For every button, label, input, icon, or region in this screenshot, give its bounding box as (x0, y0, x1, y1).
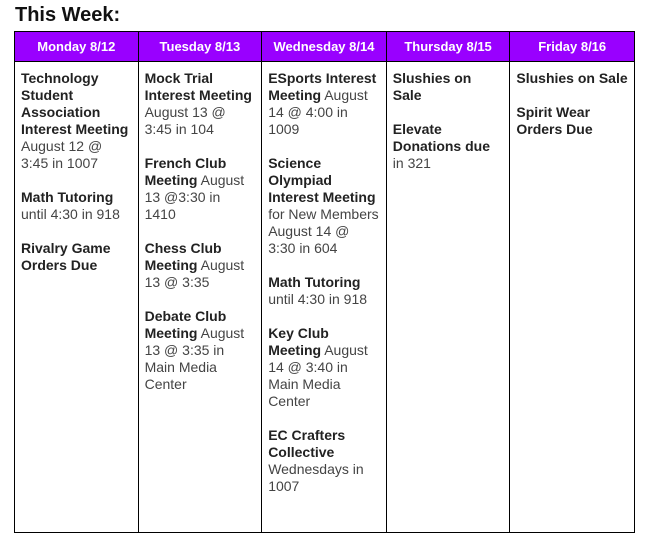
event-entry (145, 308, 256, 393)
day-cell-tuesday (138, 62, 262, 533)
event-detail: August 13 @3:30 in 1410 (144, 172, 245, 222)
event-entry (516, 104, 628, 138)
event-title: ESports Interest Meeting (268, 70, 377, 103)
event-title: Math Tutoring (268, 274, 361, 290)
event-detail: until 4:30 in 918 (268, 291, 368, 307)
event-entry (145, 155, 256, 223)
day-cell-thursday (386, 62, 510, 533)
event-title: Chess Club Meeting (144, 240, 222, 273)
day-header-tuesday: Tuesday 8/13 (138, 32, 262, 62)
event-entry (268, 274, 380, 308)
event-entry (393, 70, 504, 104)
header-row (15, 32, 635, 62)
event-title: Science Olympiad Interest Meeting (268, 155, 376, 205)
day-cell-wednesday (262, 62, 387, 533)
event-entry (21, 189, 132, 223)
event-detail: for New Members August 14 @ 3:30 in 604 (268, 206, 379, 256)
day-header-monday: Monday 8/12 (15, 32, 139, 62)
event-entry (268, 155, 380, 257)
event-entry (21, 240, 132, 274)
weekly-schedule-table (14, 31, 635, 533)
event-entry (393, 121, 504, 172)
page-title: This Week: (15, 4, 121, 26)
day-cell-friday (510, 62, 635, 533)
event-entry (145, 240, 256, 291)
event-entry (268, 427, 380, 495)
event-title: Slushies on Sale (516, 70, 628, 86)
event-detail: August 13 @ 3:45 in 104 (144, 104, 226, 137)
event-detail: August 12 @ 3:45 in 1007 (21, 138, 103, 171)
event-title: Slushies on Sale (392, 70, 472, 103)
event-entry (268, 325, 380, 410)
event-title: Mock Trial Interest Meeting (144, 70, 252, 103)
event-title: Math Tutoring (21, 189, 114, 205)
event-detail: Wednesdays in 1007 (268, 461, 364, 494)
day-cell-monday (15, 62, 139, 533)
day-header-friday: Friday 8/16 (510, 32, 635, 62)
event-title: Elevate Donations due (392, 121, 491, 154)
events-row (15, 62, 635, 533)
event-detail: August 14 @ 4:00 in 1009 (268, 87, 368, 137)
event-detail: until 4:30 in 918 (21, 206, 120, 222)
day-header-thursday: Thursday 8/15 (386, 32, 510, 62)
event-entry (145, 70, 256, 138)
event-title: Spirit Wear Orders Due (516, 104, 593, 137)
event-entry (516, 70, 628, 87)
event-detail: August 13 @ 3:35 (144, 257, 245, 290)
event-title: Key Club Meeting (268, 325, 329, 358)
event-detail: August 14 @ 3:40 in Main Media Center (268, 342, 368, 409)
event-detail: August 13 @ 3:35 in Main Media Center (144, 325, 245, 392)
event-title: EC Crafters Collective (268, 427, 346, 460)
event-entry (21, 70, 132, 172)
event-entry (268, 70, 380, 138)
day-header-wednesday: Wednesday 8/14 (262, 32, 387, 62)
event-detail: in 321 (392, 155, 431, 171)
event-title: French Club Meeting (144, 155, 227, 188)
event-title: Debate Club Meeting (144, 308, 227, 341)
event-title: Technology Student Association Interest Meeting (21, 70, 129, 137)
event-title: Rivalry Game Orders Due (21, 240, 111, 273)
